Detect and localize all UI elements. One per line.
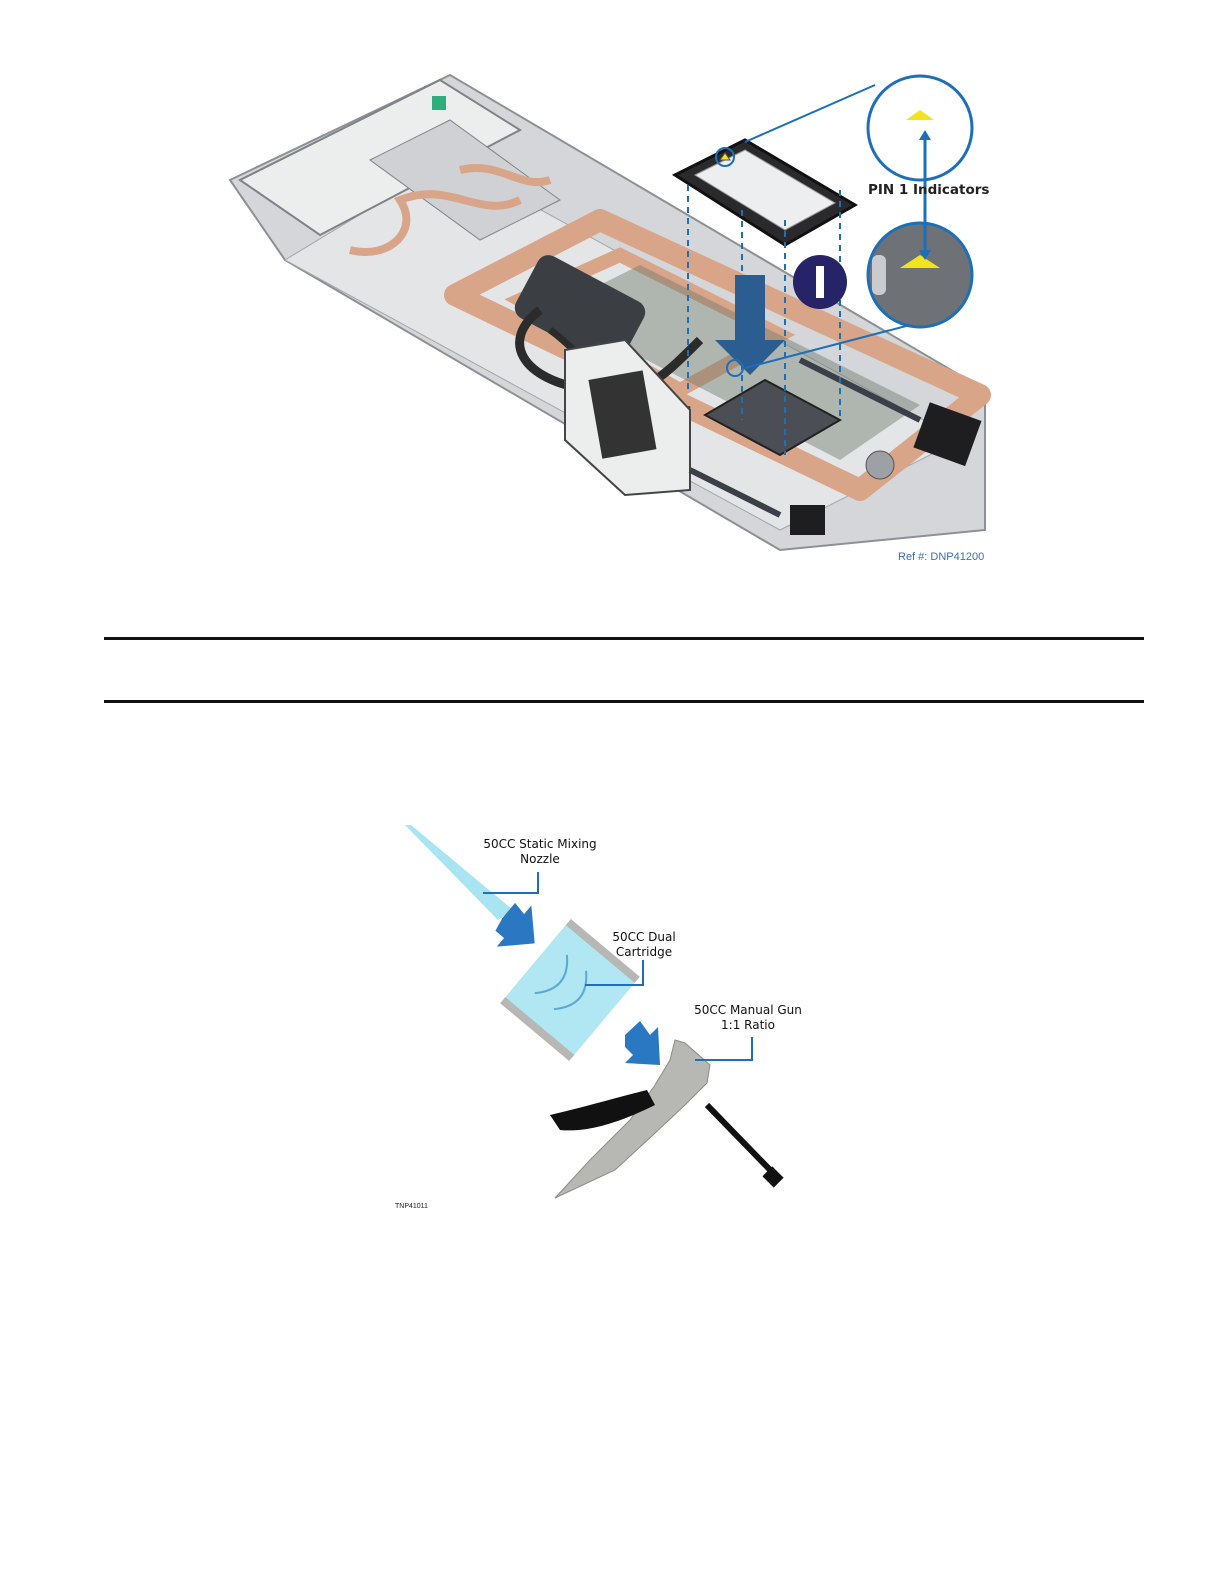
green-latch (432, 96, 446, 110)
plunger-rod (707, 1105, 775, 1175)
cartridge-label: 50CC Dual Cartridge (612, 930, 676, 959)
gun-leader (695, 1037, 752, 1060)
zoom-circle-top (868, 76, 972, 180)
divider-bottom (104, 700, 1144, 703)
nozzle-label: 50CC Static Mixing Nozzle (483, 837, 597, 866)
gun-label: 50CC Manual Gun 1:1 Ratio (694, 1003, 802, 1032)
figure2-ref-number: TNP41011 (395, 1203, 428, 1210)
pin1-indicators-label: PIN 1 Indicators (868, 182, 990, 198)
nozzle-leader (483, 872, 538, 893)
arrow-cartridge-to-gun (625, 1021, 660, 1065)
figure1-ref-number: Ref #: DNP41200 (898, 551, 985, 563)
divider-top (104, 637, 1144, 640)
cpu-install-illustration (220, 60, 1000, 570)
